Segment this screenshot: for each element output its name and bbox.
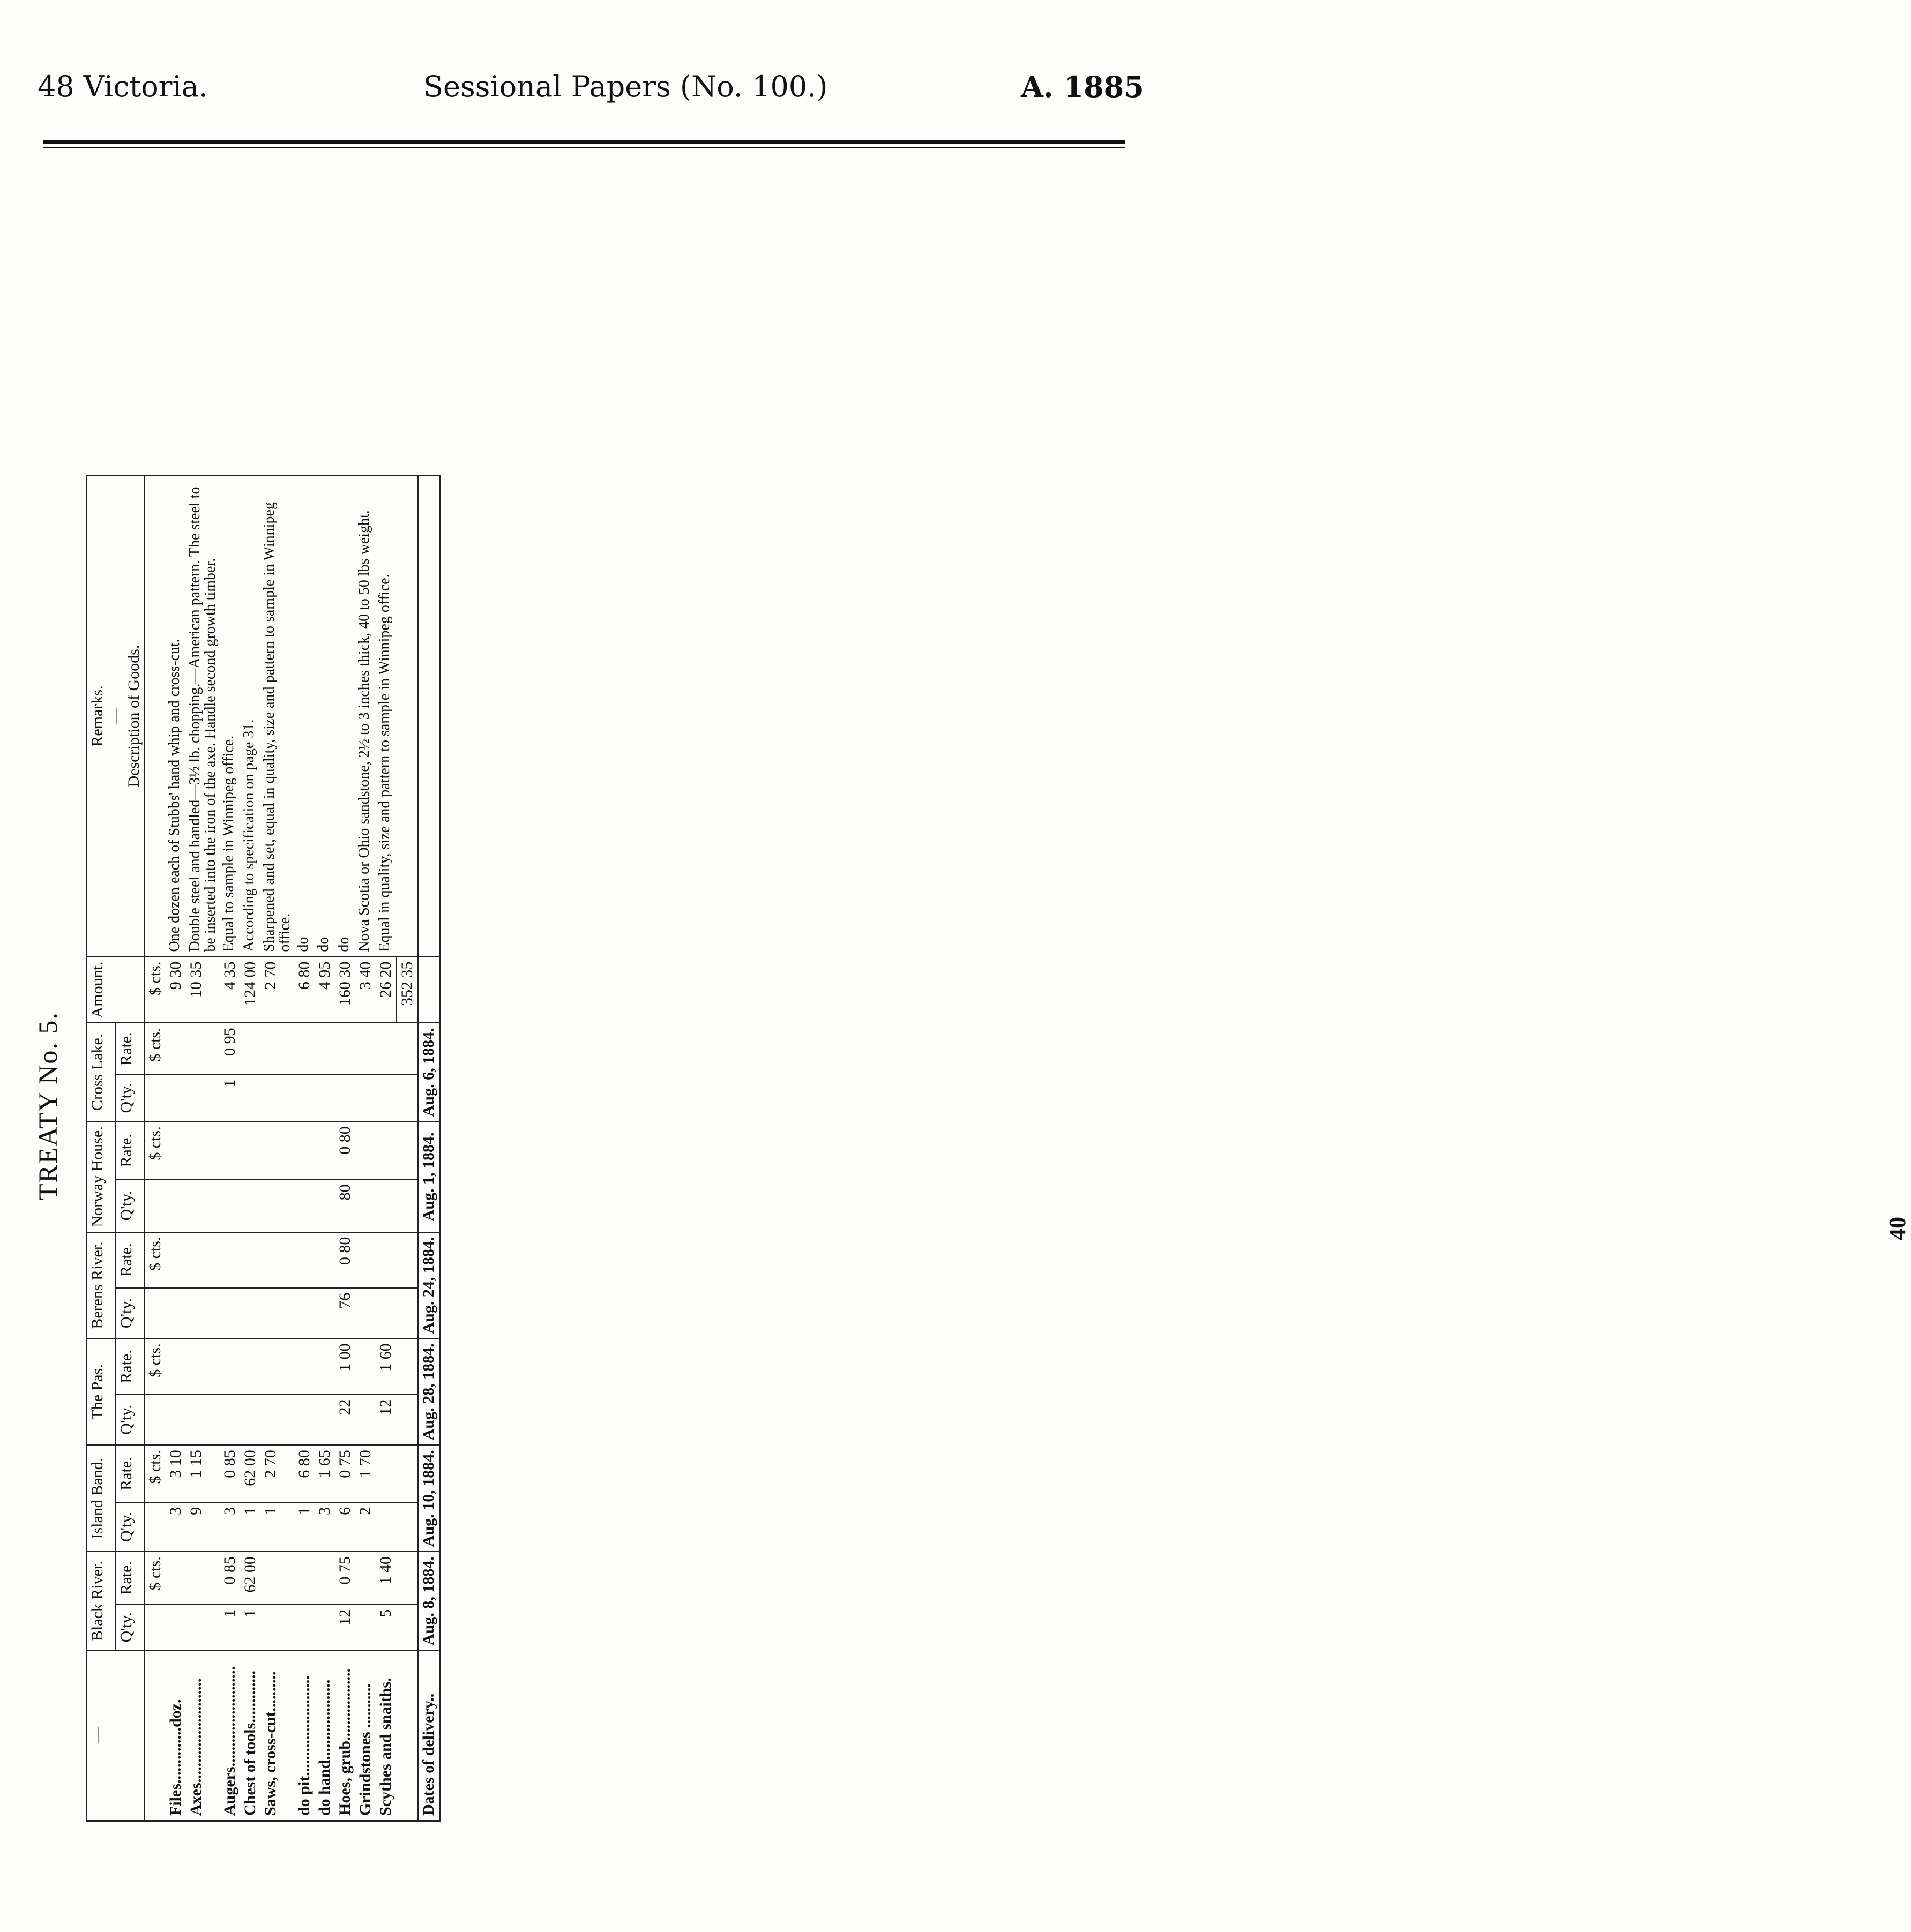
qty-cell	[220, 1179, 240, 1232]
header-rule-thin	[43, 147, 1125, 148]
amount-unit: $ cts.	[145, 957, 166, 1023]
place-header: Black River.	[87, 1552, 116, 1650]
item-label: Augers.........................	[220, 1650, 240, 1821]
remark-cell: One dozen each of Stubbs' hand whip and cross-cut.	[166, 475, 186, 957]
table-row	[240, 475, 260, 1821]
rate-cell: 2 70	[260, 1445, 294, 1502]
qty-cell	[376, 1075, 397, 1122]
qty-cell: 12	[335, 1605, 355, 1650]
amount-cell: 4 35	[220, 957, 240, 1023]
qty-unit	[145, 1179, 166, 1232]
rate-header: Rate.	[116, 1445, 145, 1502]
empty-cell	[397, 1502, 418, 1552]
rate-cell	[240, 1121, 260, 1179]
qty-cell	[315, 1395, 335, 1446]
rate-cell: 0 75	[335, 1552, 355, 1605]
label-column-header: —	[87, 1650, 145, 1821]
qty-header: Q'ty.	[116, 1605, 145, 1650]
qty-cell: 12	[376, 1395, 397, 1446]
rate-cell	[294, 1552, 315, 1605]
rate-cell: 3 10	[166, 1445, 186, 1502]
qty-cell	[355, 1288, 376, 1339]
remark-cell: According to specification on page 31.	[240, 475, 260, 957]
rate-cell	[166, 1552, 186, 1605]
rate-cell	[315, 1552, 335, 1605]
qty-cell: 22	[335, 1395, 355, 1446]
amount-cell: 9 30	[166, 957, 186, 1023]
total-label	[397, 1650, 418, 1821]
item-label: Files..............doz.	[166, 1650, 186, 1821]
rate-cell: 0 85	[220, 1445, 240, 1502]
rate-header: Rate.	[116, 1023, 145, 1074]
rate-cell	[260, 1232, 294, 1288]
empty-cell	[397, 1179, 418, 1232]
rate-cell	[220, 1121, 240, 1179]
qty-cell	[294, 1395, 315, 1446]
empty-cell	[397, 1445, 418, 1502]
qty-cell: 1	[220, 1075, 240, 1122]
rate-cell: 1 60	[376, 1338, 397, 1394]
qty-cell	[315, 1075, 335, 1122]
rate-cell: 62 00	[240, 1445, 260, 1502]
rate-cell	[294, 1232, 315, 1288]
rate-header: Rate.	[116, 1338, 145, 1394]
qty-unit	[145, 1605, 166, 1650]
rate-cell	[260, 1121, 294, 1179]
remark-cell: Sharpened and set, equal in quality, size and pattern to sample in Winnipeg office.	[260, 475, 294, 957]
place-header: Cross Lake.	[87, 1023, 116, 1121]
item-label: do pit.........................	[294, 1650, 315, 1821]
amount-cell: 2 70	[260, 957, 294, 1023]
units-label	[145, 1650, 166, 1821]
units-row	[145, 475, 166, 1821]
amount-cell: 6 80	[294, 957, 315, 1023]
rate-cell: 1 40	[376, 1552, 397, 1605]
delivery-date: Aug. 10, 1884.	[418, 1445, 440, 1552]
qty-cell: 3	[166, 1502, 186, 1552]
qty-cell	[240, 1075, 260, 1122]
rate-cell: 0 80	[335, 1121, 355, 1179]
rate-unit: $ cts.	[145, 1121, 166, 1179]
qty-cell: 1	[260, 1502, 294, 1552]
qty-cell	[166, 1288, 186, 1339]
place-header: The Pas.	[87, 1338, 116, 1445]
empty-cell	[397, 1605, 418, 1650]
rotated-table-area	[33, 171, 1910, 1822]
table-row	[186, 475, 220, 1821]
delivery-date: Aug. 24, 1884.	[418, 1232, 440, 1339]
empty-cell	[418, 475, 440, 957]
rate-cell	[315, 1121, 335, 1179]
qty-cell	[220, 1395, 240, 1446]
rate-cell	[294, 1338, 315, 1394]
header-rule-thick	[43, 140, 1125, 144]
qty-unit	[145, 1395, 166, 1446]
rate-cell: 1 15	[186, 1445, 220, 1502]
qty-cell	[166, 1179, 186, 1232]
qty-cell	[186, 1288, 220, 1339]
rate-cell	[260, 1552, 294, 1605]
rate-cell	[186, 1552, 220, 1605]
amount-cell: 4 95	[315, 957, 335, 1023]
header-center: Sessional Papers (No. 100.)	[423, 70, 828, 103]
delivery-date: Aug. 8, 1884.	[418, 1552, 440, 1650]
table-row	[294, 475, 315, 1821]
treaty-table	[86, 475, 441, 1822]
item-label: do hand....................	[315, 1650, 335, 1821]
place-header: Norway House.	[87, 1121, 116, 1232]
empty-cell	[397, 1232, 418, 1288]
remark-cell: do	[315, 475, 335, 957]
rate-unit: $ cts.	[145, 1338, 166, 1394]
rate-cell	[166, 1338, 186, 1394]
qty-cell	[240, 1395, 260, 1446]
amount-cell: 26 20	[376, 957, 397, 1023]
qty-cell: 3	[220, 1502, 240, 1552]
header-right: A. 1885	[1021, 70, 1144, 104]
qty-cell	[376, 1179, 397, 1232]
qty-cell	[355, 1179, 376, 1232]
rate-cell	[355, 1552, 376, 1605]
qty-cell	[166, 1605, 186, 1650]
rate-cell	[220, 1232, 240, 1288]
qty-cell	[240, 1179, 260, 1232]
qty-cell	[315, 1288, 335, 1339]
qty-cell: 76	[335, 1288, 355, 1339]
qty-unit	[145, 1075, 166, 1122]
remark-cell: Nova Scotia or Ohio sandstone, 2½ to 3 inches thick, 40 to 50 lbs weight.	[355, 475, 376, 957]
qty-cell	[294, 1605, 315, 1650]
table-row	[315, 475, 335, 1821]
qty-cell	[260, 1075, 294, 1122]
remark-cell: Equal in quality, size and pattern to sample in Winnipeg office.	[376, 475, 397, 957]
qty-cell	[294, 1288, 315, 1339]
qty-header: Q'ty.	[116, 1179, 145, 1232]
rate-cell	[376, 1121, 397, 1179]
amount-cell: 10 35	[186, 957, 220, 1023]
rate-cell	[240, 1338, 260, 1394]
qty-cell	[186, 1395, 220, 1446]
remarks-dash: —	[107, 708, 124, 724]
table-body	[145, 475, 439, 1821]
qty-cell	[376, 1502, 397, 1552]
qty-cell: 1	[240, 1502, 260, 1552]
qty-unit	[145, 1502, 166, 1552]
table-row	[335, 475, 355, 1821]
place-header: Island Band.	[87, 1445, 116, 1552]
rate-cell	[220, 1338, 240, 1394]
qty-cell	[294, 1075, 315, 1122]
qty-cell	[260, 1288, 294, 1339]
qty-cell	[335, 1075, 355, 1122]
rate-unit: $ cts.	[145, 1232, 166, 1288]
qty-cell: 2	[355, 1502, 376, 1552]
qty-cell: 1	[294, 1502, 315, 1552]
rate-cell: 0 95	[220, 1023, 240, 1074]
rate-cell	[240, 1023, 260, 1074]
rate-cell	[376, 1023, 397, 1074]
qty-cell: 6	[335, 1502, 355, 1552]
qty-cell	[166, 1075, 186, 1122]
table-row	[166, 475, 186, 1821]
item-label: Saws, cross-cut..........	[260, 1650, 294, 1821]
table-row	[260, 475, 294, 1821]
item-label: Chest of tools.............	[240, 1650, 260, 1821]
page-stamp: 40	[1884, 1217, 1910, 1240]
rate-cell	[166, 1121, 186, 1179]
rate-cell	[166, 1023, 186, 1074]
dates-row	[418, 475, 440, 1821]
place-header: Berens River.	[87, 1232, 116, 1339]
qty-cell	[355, 1395, 376, 1446]
rate-unit: $ cts.	[145, 1552, 166, 1605]
remark-cell: Double steel and handled—3½ lb. chopping.—American pattern. The steel to be inserted into the iron of the axe. Handle second growth timber.	[186, 475, 220, 957]
header-left: 48 Victoria.	[38, 70, 208, 103]
rate-unit: $ cts.	[145, 1445, 166, 1502]
remark-cell: Equal to sample in Winnipeg office.	[220, 475, 240, 957]
empty-cell	[397, 1023, 418, 1074]
table-row	[220, 475, 240, 1821]
empty-cell	[397, 1121, 418, 1179]
total-amount: 352 35	[397, 957, 418, 1023]
rate-cell: 1 65	[315, 1445, 335, 1502]
qty-header: Q'ty.	[116, 1395, 145, 1446]
empty-cell	[397, 1552, 418, 1605]
rate-cell	[355, 1121, 376, 1179]
qty-cell: 80	[335, 1179, 355, 1232]
rate-cell	[294, 1023, 315, 1074]
rate-cell	[315, 1232, 335, 1288]
rate-cell	[294, 1121, 315, 1179]
amount-header: Amount.	[87, 957, 145, 1023]
rate-cell	[186, 1023, 220, 1074]
remark-unit	[145, 475, 166, 957]
delivery-date: Aug. 1, 1884.	[418, 1121, 440, 1232]
empty-cell	[397, 1075, 418, 1122]
qty-cell	[220, 1288, 240, 1339]
rate-cell: 6 80	[294, 1445, 315, 1502]
table-row	[355, 475, 376, 1821]
rate-unit: $ cts.	[145, 1023, 166, 1074]
rate-cell	[166, 1232, 186, 1288]
qty-unit	[145, 1288, 166, 1339]
qty-cell	[376, 1288, 397, 1339]
qty-cell	[315, 1605, 335, 1650]
amount-cell: 124 00	[240, 957, 260, 1023]
rate-header: Rate.	[116, 1232, 145, 1288]
rate-cell	[315, 1338, 335, 1394]
item-label: Hoes, grub..................	[335, 1650, 355, 1821]
rate-cell	[186, 1338, 220, 1394]
rate-cell: 0 75	[335, 1445, 355, 1502]
rate-cell: 1 00	[335, 1338, 355, 1394]
rate-cell	[186, 1121, 220, 1179]
qty-cell	[166, 1395, 186, 1446]
qty-cell: 9	[186, 1502, 220, 1552]
rate-header: Rate.	[116, 1552, 145, 1605]
qty-cell	[294, 1179, 315, 1232]
empty-cell	[418, 957, 440, 1023]
qty-cell	[260, 1605, 294, 1650]
qty-cell: 3	[315, 1502, 335, 1552]
rate-cell: 62 00	[240, 1552, 260, 1605]
rate-cell: 0 85	[220, 1552, 240, 1605]
item-label: Grindstones ...........	[355, 1650, 376, 1821]
total-row	[397, 475, 418, 1821]
rate-cell	[260, 1338, 294, 1394]
rate-cell	[355, 1338, 376, 1394]
qty-cell	[260, 1395, 294, 1446]
rate-cell	[335, 1023, 355, 1074]
rate-cell	[186, 1232, 220, 1288]
empty-cell	[397, 1395, 418, 1446]
rate-cell	[355, 1023, 376, 1074]
qty-header: Q'ty.	[116, 1075, 145, 1122]
dates-label: Dates of delivery..	[418, 1650, 440, 1821]
empty-cell	[397, 1288, 418, 1339]
qty-header: Q'ty.	[116, 1502, 145, 1552]
empty-cell	[397, 1338, 418, 1394]
rate-cell	[260, 1023, 294, 1074]
rate-header: Rate.	[116, 1121, 145, 1179]
qty-cell: 1	[240, 1605, 260, 1650]
qty-cell	[186, 1075, 220, 1122]
rate-cell	[240, 1232, 260, 1288]
remarks-desc: Description of Goods.	[125, 645, 143, 788]
qty-cell: 5	[376, 1605, 397, 1650]
rate-cell	[376, 1232, 397, 1288]
rate-cell	[355, 1232, 376, 1288]
table-row	[376, 475, 397, 1821]
item-label: Axes..........................	[186, 1650, 220, 1821]
remark-cell: do	[335, 475, 355, 957]
table-title: TREATY No. 5.	[33, 1012, 63, 1200]
qty-cell	[355, 1605, 376, 1650]
qty-cell	[260, 1179, 294, 1232]
qty-cell	[186, 1605, 220, 1650]
delivery-date: Aug. 28, 1884.	[418, 1338, 440, 1445]
qty-cell	[186, 1179, 220, 1232]
qty-header: Q'ty.	[116, 1288, 145, 1339]
remark-cell: do	[294, 475, 315, 957]
qty-cell	[355, 1075, 376, 1122]
amount-cell: 3 40	[355, 957, 376, 1023]
delivery-date: Aug. 6, 1884.	[418, 1023, 440, 1121]
rate-cell	[315, 1023, 335, 1074]
rate-cell: 1 70	[355, 1445, 376, 1502]
rate-cell	[376, 1445, 397, 1502]
remarks-title: Remarks.	[88, 685, 106, 747]
qty-cell	[315, 1179, 335, 1232]
remarks-header	[87, 475, 145, 957]
qty-cell: 1	[220, 1605, 240, 1650]
rate-cell: 0 80	[335, 1232, 355, 1288]
amount-cell: 160 30	[335, 957, 355, 1023]
item-label: Scythes and snaiths.	[376, 1650, 397, 1821]
empty-cell	[397, 475, 418, 957]
qty-cell	[240, 1288, 260, 1339]
